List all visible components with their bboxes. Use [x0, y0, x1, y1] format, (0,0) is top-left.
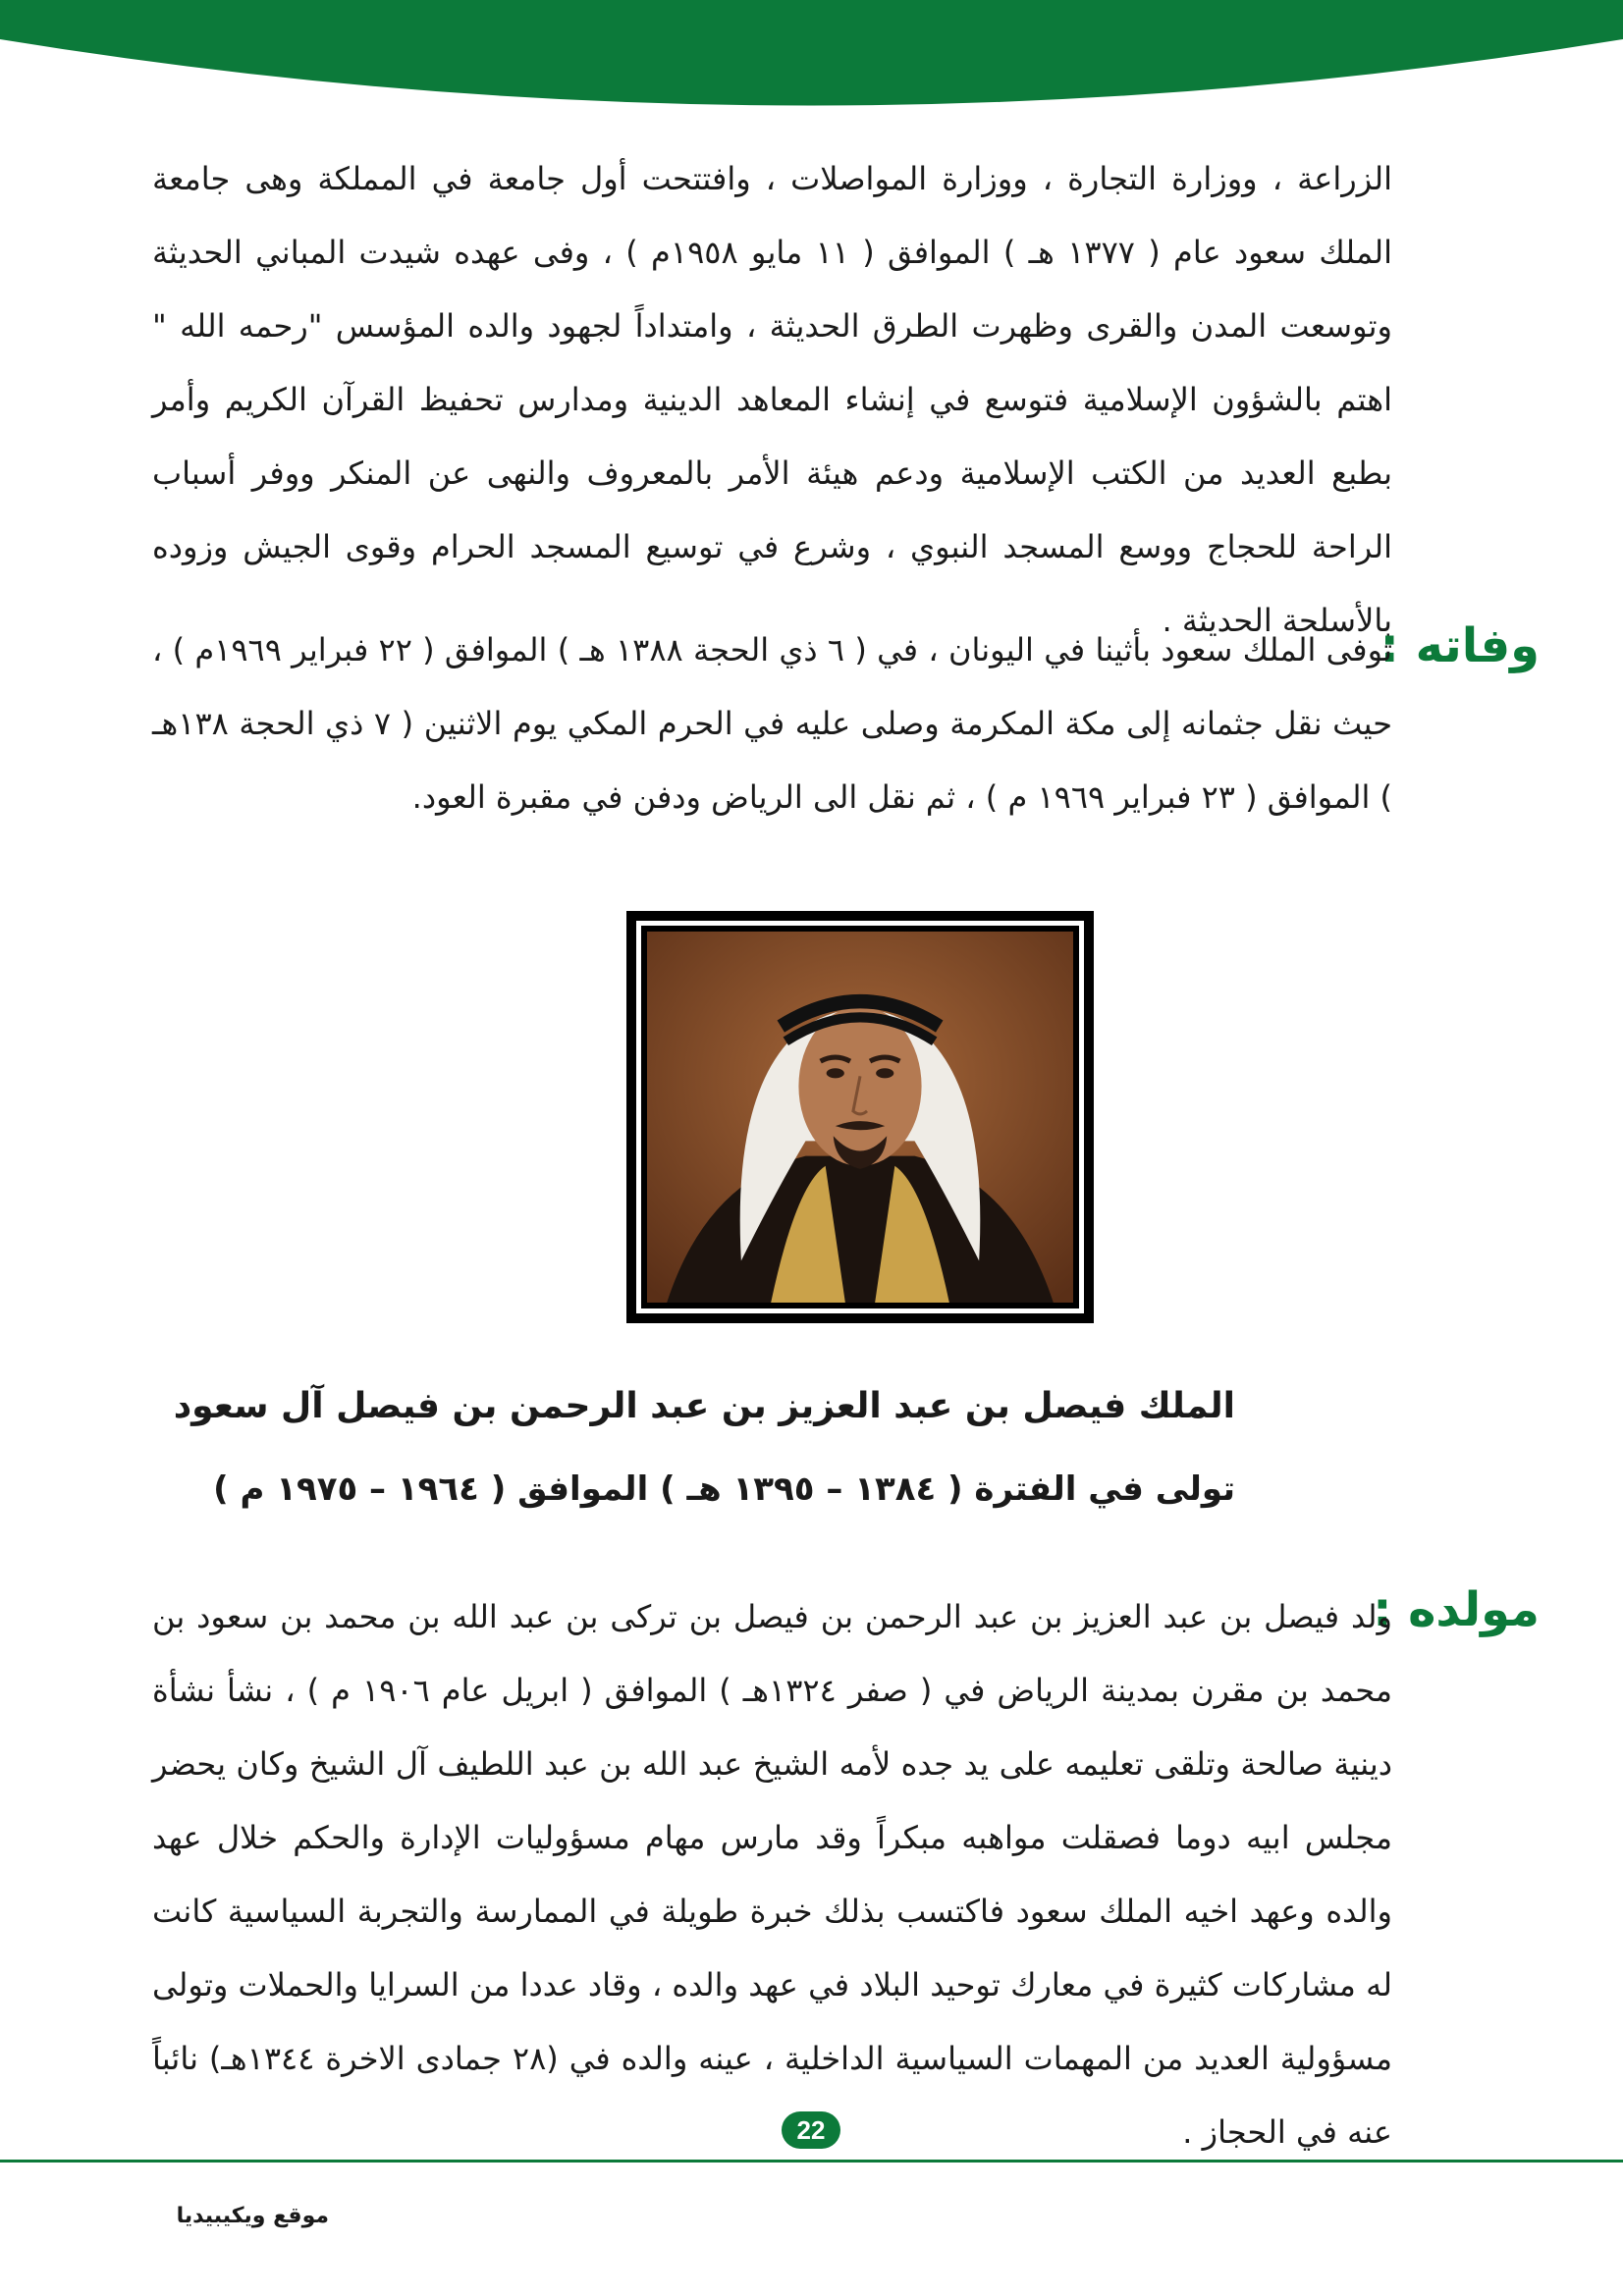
- paragraph-birth: ولد فيصل بن عبد العزيز بن عبد الرحمن بن فيصل بن تركى بن عبد الله بن محمد بن سعود بن محمد بن مقرن بمدينة الرياض في ( صفر ١٣٢٤هـ ) الموافق ( ابريل عام ١٩٠٦ م ) ، نشأ نشأة دينية صالحة وتلقى تعليمه على يد جده لأمه الشيخ عبد الله بن عبد اللطيف آل الشيخ وكان يحضر مجلس ابيه دوما فصقلت مواهبه مبكراً وقد مارس مهام مسؤوليات الإدارة والحكم خلال عهد والده وعهد اخيه الملك سعود فاكتسب بذلك خبرة طويلة في الممارسة والتجربة السياسية كانت له مشاركات كثيرة في معارك توحيد البلاد في عهد والده ، وقاد عددا من السرايا والحملات وتولى مسؤولية العديد من المهمات السياسية الداخلية ، عينه والده في (٢٨ جمادى الاخرة ١٣٤٤هـ) نائباً عنه في الحجاز .: [152, 1598, 1393, 2151]
- source-credit: موقع ويكيبيديا: [176, 2204, 329, 2228]
- header-green-band: [0, 0, 1623, 108]
- king-faisal-portrait: [647, 932, 1073, 1303]
- paragraph-saud-achievements: الزراعة ، ووزارة التجارة ، ووزارة المواصلات ، وافتتحت أول جامعة في المملكة وهى جامعة الملك سعود عام ( ١٣٧٧ هـ ) الموافق ( ١١ مايو ١٩٥٨م ) ، وفى عهده شيدت المباني الحديثة وتوسعت المدن والقرى وظهرت الطرق الحديثة ، وامتداداً لجهود والده المؤسس "رحمه الله " اهتم بالشؤون الإسلامية فتوسع في إنشاء المعاهد الدينية ومدارس تحفيظ القرآن الكريم وأمر بطبع العديد من الكتب الإسلامية ودعم هيئة الأمر بالمعروف والنهى عن المنكر ووفر أسباب الراحة للحجاج ووسع المسجد النبوي ، وشرع في توسيع المسجد الحرام وقوى الجيش وزوده بالأسلحة الحديثة .: [152, 160, 1393, 639]
- page-number-badge: 22: [782, 2111, 840, 2149]
- king-name-title: الملك فيصل بن عبد العزيز بن عبد الرحمن بن فيصل آل سعود: [173, 1386, 1235, 1426]
- portrait-frame: [626, 911, 1094, 1323]
- footer-divider: [0, 2160, 1623, 2163]
- heading-death: وفاته :: [1380, 618, 1540, 673]
- reign-period: تولى في الفترة ( ١٣٨٤ – ١٣٩٥ هـ ) الموافق ( ١٩٦٤ – ١٩٧٥ م ): [213, 1469, 1235, 1509]
- heading-birth: مولده :: [1373, 1582, 1540, 1637]
- paragraph-death: توفى الملك سعود بأثينا في اليونان ، في ( ٦ ذي الحجة ١٣٨٨ هـ ) الموافق ( ٢٢ فبراير ١٩٦٩م ) ، حيث نقل جثمانه إلى مكة المكرمة وصلى عليه في الحرم المكي يوم الاثنين ( ٧ ذي الحجة ١٣٨هـ ) الموافق ( ٢٣ فبراير ١٩٦٩ م ) ، ثم نقل الى الرياض ودفن في مقبرة العود.: [152, 631, 1393, 816]
